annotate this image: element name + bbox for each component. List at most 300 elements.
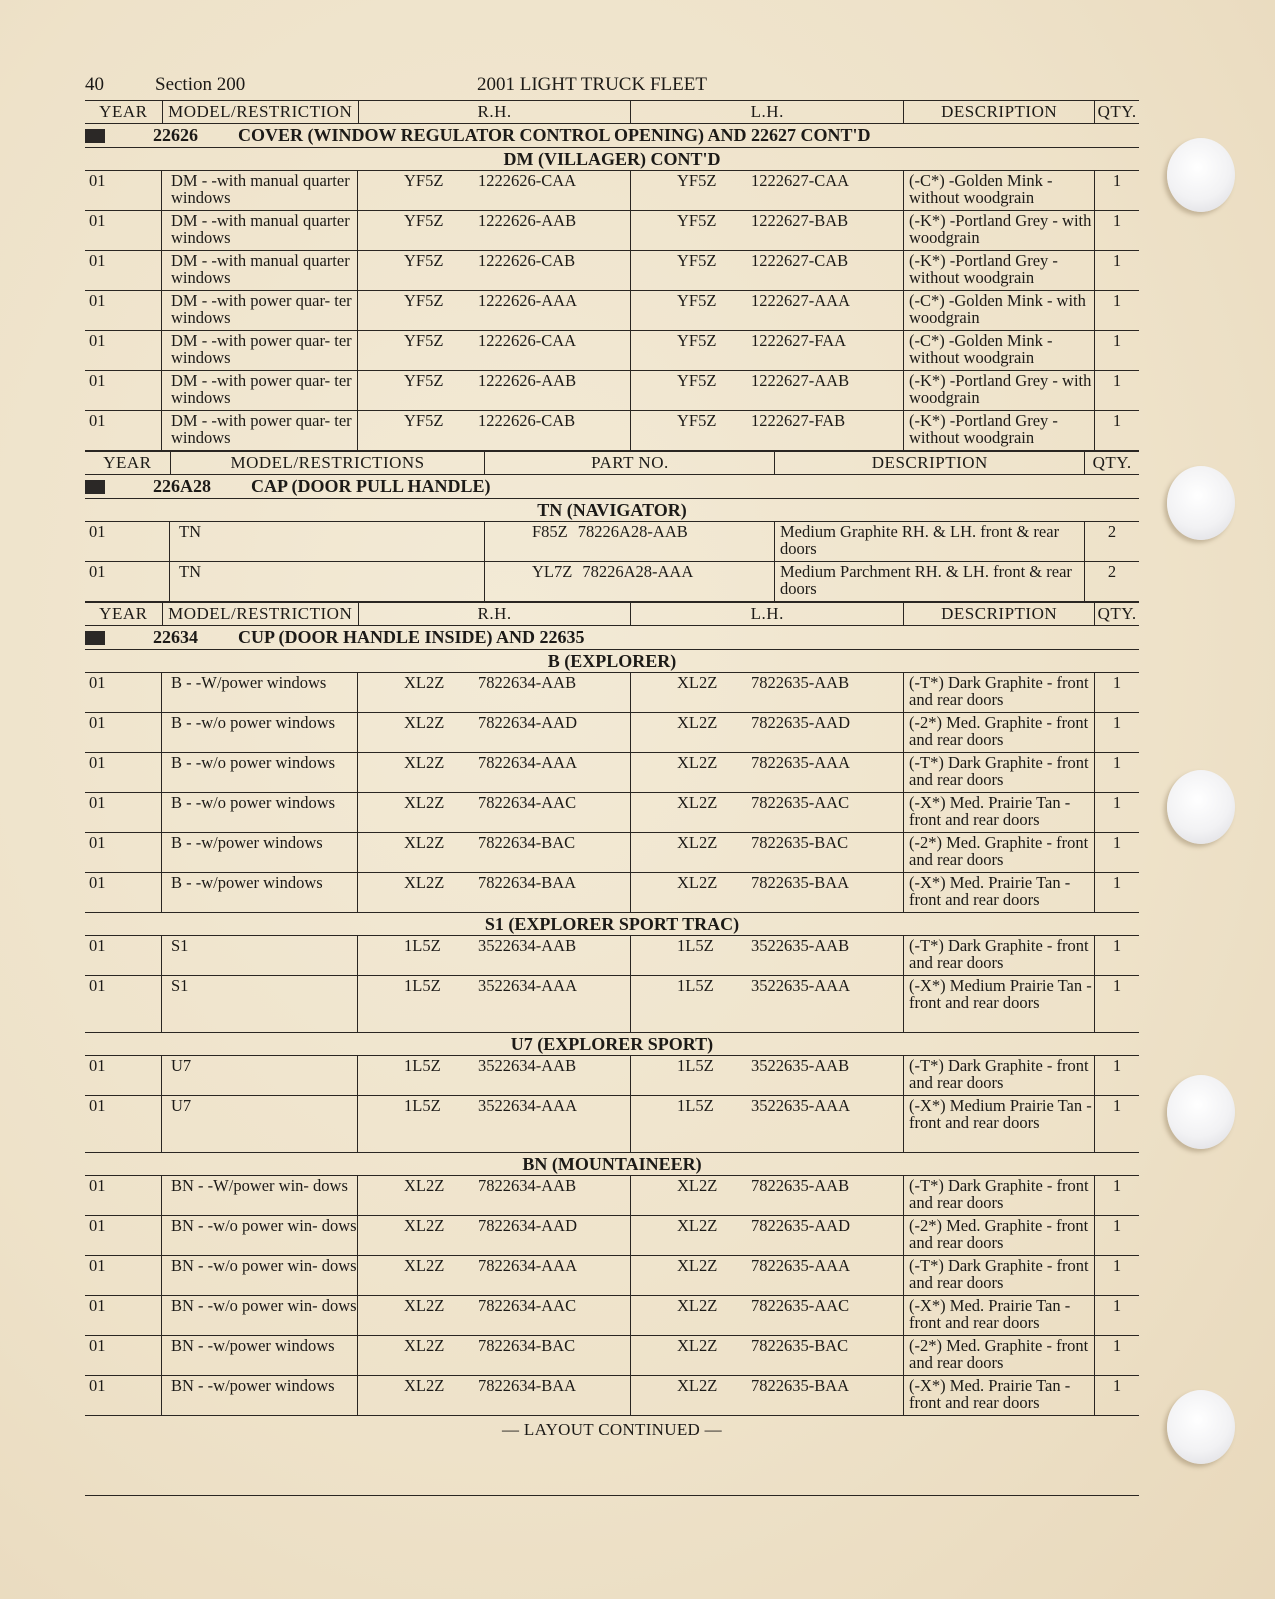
part-number: 1222626-CAA bbox=[478, 331, 577, 350]
part-prefix: XL2Z bbox=[404, 753, 445, 772]
part-prefix: XL2Z bbox=[677, 793, 718, 812]
part-number: 3522635-AAB bbox=[751, 936, 850, 955]
qty-cell: 1 bbox=[1112, 753, 1122, 772]
part-prefix: YF5Z bbox=[677, 371, 717, 390]
description-cell: (-K*) -Portland Grey - without woodgrain bbox=[904, 251, 1095, 290]
table-row bbox=[85, 793, 1139, 833]
section3-groups bbox=[85, 650, 1139, 1416]
description-cell: (-T*) Dark Graphite - front and rear doors bbox=[904, 1056, 1095, 1095]
section1-rows bbox=[85, 171, 1139, 451]
rh-part-cell bbox=[358, 331, 631, 370]
col-qty: QTY. bbox=[1097, 604, 1137, 623]
part-cell bbox=[485, 522, 775, 561]
lh-part-cell bbox=[631, 211, 904, 250]
model-cell: B - -w/o power windows bbox=[162, 753, 358, 792]
lh-part-cell bbox=[631, 331, 904, 370]
part-number: 1222626-CAA bbox=[478, 171, 577, 190]
part-number: 1222627-CAB bbox=[751, 251, 849, 270]
description-cell: (-T*) Dark Graphite - front and rear doors bbox=[904, 753, 1095, 792]
description-cell: (-K*) -Portland Grey - with woodgrain bbox=[904, 211, 1095, 250]
year-cell: 01 bbox=[85, 1296, 162, 1335]
part-number: 7822635-AAA bbox=[751, 1256, 850, 1275]
col-year: YEAR bbox=[85, 452, 171, 474]
lh-part-cell bbox=[631, 411, 904, 450]
part-prefix: XL2Z bbox=[404, 673, 445, 692]
layout-continued-note: — LAYOUT CONTINUED — bbox=[502, 1420, 722, 1439]
description-cell: (-C*) -Golden Mink - with woodgrain bbox=[904, 291, 1095, 330]
section2-rows bbox=[85, 522, 1139, 602]
rh-part-cell bbox=[358, 673, 631, 712]
part-number: 3522635-AAA bbox=[751, 976, 850, 995]
description-cell: (-T*) Dark Graphite - front and rear doors bbox=[904, 1176, 1095, 1215]
description-cell: (-C*) -Golden Mink - without woodgrain bbox=[904, 331, 1095, 370]
lh-part-cell bbox=[631, 1056, 904, 1095]
section-number: 22634 bbox=[153, 627, 198, 647]
table-row bbox=[85, 1096, 1139, 1153]
description-cell: (-2*) Med. Graphite - front and rear doors bbox=[904, 833, 1095, 872]
lh-part-cell bbox=[631, 873, 904, 912]
part-number: 7822635-BAA bbox=[751, 1376, 850, 1395]
lh-part-cell bbox=[631, 936, 904, 975]
qty-cell: 1 bbox=[1112, 873, 1122, 892]
part-number: 3522635-AAB bbox=[751, 1056, 850, 1075]
year-cell: 01 bbox=[85, 291, 162, 330]
table-row bbox=[85, 936, 1139, 976]
table-row bbox=[85, 673, 1139, 713]
lh-part-cell bbox=[631, 753, 904, 792]
table-row bbox=[85, 331, 1139, 371]
rh-part-cell bbox=[358, 1096, 631, 1152]
description-cell: (-X*) Med. Prairie Tan - front and rear doors bbox=[904, 1376, 1095, 1415]
part-prefix: XL2Z bbox=[404, 1336, 445, 1355]
lh-part-cell bbox=[631, 833, 904, 872]
rh-part-cell bbox=[358, 1176, 631, 1215]
year-cell: 01 bbox=[85, 833, 162, 872]
part-prefix: YF5Z bbox=[677, 251, 717, 270]
rh-part-cell bbox=[358, 713, 631, 752]
section-number: 226A28 bbox=[153, 476, 211, 496]
model-cell: S1 bbox=[162, 936, 358, 975]
rh-part-cell bbox=[358, 371, 631, 410]
year-cell: 01 bbox=[85, 873, 162, 912]
binder-hole bbox=[1167, 466, 1235, 540]
col-model: MODEL/RESTRICTIONS bbox=[171, 452, 486, 474]
section-marker bbox=[85, 631, 105, 645]
qty-cell: 1 bbox=[1112, 211, 1122, 230]
qty-cell: 1 bbox=[1112, 171, 1122, 190]
table-row bbox=[85, 753, 1139, 793]
model-subheading: DM (VILLAGER) CONT'D bbox=[85, 148, 1139, 171]
description-cell: (-X*) Med. Prairie Tan - front and rear doors bbox=[904, 1296, 1095, 1335]
part-prefix: 1L5Z bbox=[677, 1056, 714, 1075]
year-cell: 01 bbox=[85, 936, 162, 975]
part-prefix: XL2Z bbox=[677, 713, 718, 732]
table-row bbox=[85, 171, 1139, 211]
table-row bbox=[85, 1216, 1139, 1256]
table-row bbox=[85, 713, 1139, 753]
model-cell: B - -w/o power windows bbox=[162, 793, 358, 832]
qty-cell: 2 bbox=[1107, 522, 1117, 541]
part-number: 1222627-AAB bbox=[751, 371, 850, 390]
description-cell: (-T*) Dark Graphite - front and rear doors bbox=[904, 673, 1095, 712]
part-prefix: YF5Z bbox=[404, 331, 444, 350]
table-row bbox=[85, 1376, 1139, 1416]
lh-part-cell bbox=[631, 793, 904, 832]
part-number: 1222627-FAB bbox=[751, 411, 846, 430]
qty-cell: 1 bbox=[1112, 833, 1122, 852]
table-row bbox=[85, 1176, 1139, 1216]
part-number: 7822635-AAD bbox=[751, 713, 850, 732]
section-marker bbox=[85, 129, 105, 143]
model-subheading: S1 (EXPLORER SPORT TRAC) bbox=[85, 913, 1139, 936]
part-prefix: XL2Z bbox=[404, 1176, 445, 1195]
model-subheading: BN (MOUNTAINEER) bbox=[85, 1153, 1139, 1176]
rh-part-cell bbox=[358, 291, 631, 330]
part-prefix: YF5Z bbox=[404, 371, 444, 390]
col-model: MODEL/RESTRICTION bbox=[163, 101, 359, 123]
part-number: 7822635-AAD bbox=[751, 1216, 850, 1235]
section-heading bbox=[85, 124, 1139, 148]
col-description: DESCRIPTION bbox=[775, 452, 1085, 474]
part-prefix: 1L5Z bbox=[404, 936, 441, 955]
year-cell: 01 bbox=[85, 793, 162, 832]
part-prefix: XL2Z bbox=[404, 873, 445, 892]
part-number: 1222627-FAA bbox=[751, 331, 847, 350]
section-label: Section 200 bbox=[155, 74, 246, 95]
description-cell: (-X*) Med. Prairie Tan - front and rear doors bbox=[904, 793, 1095, 832]
year-cell: 01 bbox=[85, 1256, 162, 1295]
model-cell: DM - -with power quar- ter windows bbox=[162, 411, 358, 450]
lh-part-cell bbox=[631, 1296, 904, 1335]
part-number: 7822634-AAD bbox=[478, 1216, 577, 1235]
year-cell: 01 bbox=[85, 171, 162, 210]
table-row bbox=[85, 371, 1139, 411]
part-prefix: XL2Z bbox=[404, 1256, 445, 1275]
binder-hole bbox=[1167, 1390, 1235, 1464]
part-prefix: XL2Z bbox=[677, 1296, 718, 1315]
description-cell: (-X*) Medium Prairie Tan - front and rear doors bbox=[904, 1096, 1095, 1152]
part-number: 7822635-AAC bbox=[751, 1296, 850, 1315]
part-number: 1222626-AAB bbox=[478, 211, 577, 230]
model-cell: DM - -with manual quarter windows bbox=[162, 171, 358, 210]
lh-part-cell bbox=[631, 171, 904, 210]
part-prefix: YF5Z bbox=[404, 211, 444, 230]
rh-part-cell bbox=[358, 976, 631, 1032]
table-row bbox=[85, 1296, 1139, 1336]
year-cell: 01 bbox=[85, 1336, 162, 1375]
part-prefix: XL2Z bbox=[404, 793, 445, 812]
col-rh: R.H. bbox=[359, 603, 632, 625]
rh-part-cell bbox=[358, 936, 631, 975]
year-cell: 01 bbox=[85, 411, 162, 450]
description-cell: Medium Parchment RH. & LH. front & rear doors bbox=[775, 562, 1085, 601]
lh-part-cell bbox=[631, 291, 904, 330]
part-number: 3522634-AAA bbox=[478, 1096, 577, 1115]
rh-part-cell bbox=[358, 1056, 631, 1095]
rh-part-cell bbox=[358, 753, 631, 792]
model-subheading: TN (NAVIGATOR) bbox=[85, 499, 1139, 522]
year-cell: 01 bbox=[85, 1096, 162, 1152]
rh-part-cell bbox=[358, 873, 631, 912]
year-cell: 01 bbox=[85, 753, 162, 792]
part-prefix: XL2Z bbox=[677, 1216, 718, 1235]
col-lh: L.H. bbox=[631, 101, 904, 123]
part-cell bbox=[485, 562, 775, 601]
parts-catalog-page bbox=[85, 72, 1139, 1440]
page-title: 2001 LIGHT TRUCK FLEET bbox=[477, 74, 707, 95]
part-prefix: 1L5Z bbox=[404, 1096, 441, 1115]
lh-part-cell bbox=[631, 1096, 904, 1152]
lh-part-cell bbox=[631, 1256, 904, 1295]
model-cell: DM - -with manual quarter windows bbox=[162, 211, 358, 250]
description-cell: (-2*) Med. Graphite - front and rear doors bbox=[904, 713, 1095, 752]
part-prefix: XL2Z bbox=[404, 713, 445, 732]
rh-part-cell bbox=[358, 411, 631, 450]
qty-cell: 1 bbox=[1112, 713, 1122, 732]
part-prefix: XL2Z bbox=[404, 1376, 445, 1395]
part-number: 7822634-AAC bbox=[478, 1296, 577, 1315]
year-cell: 01 bbox=[85, 1176, 162, 1215]
part-number: 3522634-AAB bbox=[478, 1056, 577, 1075]
model-cell: B - -w/power windows bbox=[162, 833, 358, 872]
model-cell: DM - -with power quar- ter windows bbox=[162, 371, 358, 410]
bottom-rule bbox=[85, 1495, 1139, 1496]
part-prefix: YF5Z bbox=[404, 291, 444, 310]
col-description: DESCRIPTION bbox=[904, 603, 1095, 625]
description-cell: (-X*) Med. Prairie Tan - front and rear doors bbox=[904, 873, 1095, 912]
model-cell: B - -w/power windows bbox=[162, 873, 358, 912]
part-number: 7822634-BAC bbox=[478, 1336, 576, 1355]
rh-part-cell bbox=[358, 1256, 631, 1295]
part-number: 7822634-AAD bbox=[478, 713, 577, 732]
part-number: 7822634-AAB bbox=[478, 1176, 577, 1195]
col-qty: QTY. bbox=[1092, 453, 1132, 472]
lh-part-cell bbox=[631, 1376, 904, 1415]
part-number: 1222626-AAB bbox=[478, 371, 577, 390]
binder-hole bbox=[1167, 1075, 1235, 1149]
part-prefix: XL2Z bbox=[677, 833, 718, 852]
qty-cell: 1 bbox=[1112, 1256, 1122, 1275]
part-prefix: XL2Z bbox=[404, 833, 445, 852]
lh-part-cell bbox=[631, 976, 904, 1032]
rh-part-cell bbox=[358, 251, 631, 290]
part-prefix: 1L5Z bbox=[404, 976, 441, 995]
lh-part-cell bbox=[631, 1216, 904, 1255]
section-title: CAP (DOOR PULL HANDLE) bbox=[251, 476, 491, 496]
section-marker bbox=[85, 480, 105, 494]
part-number: 1222627-AAA bbox=[751, 291, 850, 310]
year-cell: 01 bbox=[85, 371, 162, 410]
lh-part-cell bbox=[631, 1336, 904, 1375]
year-cell: 01 bbox=[85, 522, 170, 561]
qty-cell: 1 bbox=[1112, 331, 1122, 350]
part-number: 1222626-AAA bbox=[478, 291, 577, 310]
year-cell: 01 bbox=[85, 1376, 162, 1415]
section-heading bbox=[85, 626, 1139, 650]
section-number: 22626 bbox=[153, 125, 198, 145]
description-cell: (-2*) Med. Graphite - front and rear doors bbox=[904, 1336, 1095, 1375]
part-number: 3522635-AAA bbox=[751, 1096, 850, 1115]
page-number: 40 bbox=[85, 74, 104, 95]
col-part-no: PART NO. bbox=[485, 452, 775, 474]
part-number: 7822634-AAA bbox=[478, 1256, 577, 1275]
qty-cell: 1 bbox=[1112, 1336, 1122, 1355]
model-cell: S1 bbox=[162, 976, 358, 1032]
model-cell: DM - -with power quar- ter windows bbox=[162, 331, 358, 370]
part-prefix: XL2Z bbox=[404, 1216, 445, 1235]
rh-part-cell bbox=[358, 1336, 631, 1375]
part-prefix: YF5Z bbox=[677, 211, 717, 230]
rh-part-cell bbox=[358, 833, 631, 872]
table-row bbox=[85, 251, 1139, 291]
rh-part-cell bbox=[358, 1296, 631, 1335]
model-cell: BN - -w/o power win- dows bbox=[162, 1216, 358, 1255]
part-number: 7822635-BAC bbox=[751, 1336, 849, 1355]
model-cell: B - -w/o power windows bbox=[162, 713, 358, 752]
year-cell: 01 bbox=[85, 562, 170, 601]
description-cell: (-T*) Dark Graphite - front and rear doors bbox=[904, 936, 1095, 975]
year-cell: 01 bbox=[85, 1216, 162, 1255]
description-cell: (-X*) Medium Prairie Tan - front and rear doors bbox=[904, 976, 1095, 1032]
part-number: 7822634-AAC bbox=[478, 793, 577, 812]
qty-cell: 1 bbox=[1112, 1056, 1122, 1075]
lh-part-cell bbox=[631, 371, 904, 410]
part-prefix: XL2Z bbox=[677, 1336, 718, 1355]
col-year: YEAR bbox=[85, 101, 163, 123]
part-prefix: F85Z bbox=[532, 522, 568, 541]
lh-part-cell bbox=[631, 251, 904, 290]
part-number: 7822635-BAA bbox=[751, 873, 850, 892]
description-cell: (-C*) -Golden Mink - without woodgrain bbox=[904, 171, 1095, 210]
part-prefix: XL2Z bbox=[677, 1256, 718, 1275]
column-header-row bbox=[85, 100, 1139, 124]
part-number: 7822634-BAA bbox=[478, 1376, 577, 1395]
lh-part-cell bbox=[631, 1176, 904, 1215]
rh-part-cell bbox=[358, 171, 631, 210]
year-cell: 01 bbox=[85, 1056, 162, 1095]
part-number: 7822634-BAC bbox=[478, 833, 576, 852]
part-number: 7822634-AAA bbox=[478, 753, 577, 772]
table-row bbox=[85, 976, 1139, 1033]
year-cell: 01 bbox=[85, 673, 162, 712]
col-rh: R.H. bbox=[359, 101, 632, 123]
table-row bbox=[85, 522, 1139, 562]
qty-cell: 1 bbox=[1112, 976, 1122, 995]
page-header bbox=[85, 72, 1139, 100]
qty-cell: 1 bbox=[1112, 1176, 1122, 1195]
model-cell: BN - -w/power windows bbox=[162, 1376, 358, 1415]
part-prefix: XL2Z bbox=[677, 1176, 718, 1195]
part-prefix: 1L5Z bbox=[677, 976, 714, 995]
model-cell: BN - -w/o power win- dows bbox=[162, 1296, 358, 1335]
qty-cell: 1 bbox=[1112, 1376, 1122, 1395]
year-cell: 01 bbox=[85, 976, 162, 1032]
table-row bbox=[85, 1336, 1139, 1376]
part-prefix: YF5Z bbox=[677, 331, 717, 350]
qty-cell: 1 bbox=[1112, 1096, 1122, 1115]
part-number: 1222627-CAA bbox=[751, 171, 850, 190]
model-cell: BN - -w/o power win- dows bbox=[162, 1256, 358, 1295]
table-row bbox=[85, 873, 1139, 913]
qty-cell: 1 bbox=[1112, 291, 1122, 310]
model-cell: TN bbox=[170, 562, 485, 601]
qty-cell: 1 bbox=[1112, 1216, 1122, 1235]
description-cell: (-T*) Dark Graphite - front and rear doors bbox=[904, 1256, 1095, 1295]
section-title: CUP (DOOR HANDLE INSIDE) AND 22635 bbox=[238, 627, 585, 647]
table-row bbox=[85, 562, 1139, 602]
table-row bbox=[85, 833, 1139, 873]
year-cell: 01 bbox=[85, 713, 162, 752]
year-cell: 01 bbox=[85, 211, 162, 250]
column-header-row bbox=[85, 451, 1139, 475]
col-description: DESCRIPTION bbox=[904, 101, 1095, 123]
rh-part-cell bbox=[358, 1216, 631, 1255]
qty-cell: 1 bbox=[1112, 673, 1122, 692]
binder-hole bbox=[1167, 138, 1235, 212]
part-prefix: YF5Z bbox=[677, 411, 717, 430]
part-number: 7822635-AAB bbox=[751, 673, 850, 692]
col-year: YEAR bbox=[85, 603, 163, 625]
section-title: COVER (WINDOW REGULATOR CONTROL OPENING) AND 22627 CONT'D bbox=[238, 125, 871, 145]
part-prefix: 1L5Z bbox=[677, 936, 714, 955]
description-cell: (-2*) Med. Graphite - front and rear doors bbox=[904, 1216, 1095, 1255]
table-row bbox=[85, 211, 1139, 251]
part-number: 7822634-BAA bbox=[478, 873, 577, 892]
year-cell: 01 bbox=[85, 331, 162, 370]
rh-part-cell bbox=[358, 1376, 631, 1415]
table-row bbox=[85, 1056, 1139, 1096]
model-cell: U7 bbox=[162, 1056, 358, 1095]
qty-cell: 2 bbox=[1107, 562, 1117, 581]
lh-part-cell bbox=[631, 673, 904, 712]
part-number: 78226A28-AAA bbox=[582, 562, 694, 581]
part-number: 7822634-AAB bbox=[478, 673, 577, 692]
col-qty: QTY. bbox=[1097, 102, 1137, 121]
part-number: 7822635-AAB bbox=[751, 1176, 850, 1195]
part-prefix: XL2Z bbox=[677, 673, 718, 692]
part-prefix: YF5Z bbox=[677, 171, 717, 190]
part-number: 3522634-AAA bbox=[478, 976, 577, 995]
part-number: 1222626-CAB bbox=[478, 411, 576, 430]
binder-hole bbox=[1167, 770, 1235, 844]
description-cell: Medium Graphite RH. & LH. front & rear doors bbox=[775, 522, 1085, 561]
qty-cell: 1 bbox=[1112, 411, 1122, 430]
model-cell: BN - -w/power windows bbox=[162, 1336, 358, 1375]
description-cell: (-K*) -Portland Grey - with woodgrain bbox=[904, 371, 1095, 410]
table-row bbox=[85, 291, 1139, 331]
model-cell: DM - -with manual quarter windows bbox=[162, 251, 358, 290]
part-number: 3522634-AAB bbox=[478, 936, 577, 955]
part-prefix: XL2Z bbox=[677, 1376, 718, 1395]
part-number: 7822635-BAC bbox=[751, 833, 849, 852]
part-prefix: 1L5Z bbox=[404, 1056, 441, 1075]
model-subheading: U7 (EXPLORER SPORT) bbox=[85, 1033, 1139, 1056]
col-lh: L.H. bbox=[631, 603, 904, 625]
part-prefix: YF5Z bbox=[404, 251, 444, 270]
part-number: 1222626-CAB bbox=[478, 251, 576, 270]
model-subheading: B (EXPLORER) bbox=[85, 650, 1139, 673]
part-prefix: YF5Z bbox=[677, 291, 717, 310]
part-number: 7822635-AAC bbox=[751, 793, 850, 812]
description-cell: (-K*) -Portland Grey - without woodgrain bbox=[904, 411, 1095, 450]
model-cell: U7 bbox=[162, 1096, 358, 1152]
qty-cell: 1 bbox=[1112, 251, 1122, 270]
qty-cell: 1 bbox=[1112, 793, 1122, 812]
section-heading bbox=[85, 475, 1139, 499]
part-number: 7822635-AAA bbox=[751, 753, 850, 772]
part-prefix: XL2Z bbox=[404, 1296, 445, 1315]
part-prefix: YF5Z bbox=[404, 171, 444, 190]
